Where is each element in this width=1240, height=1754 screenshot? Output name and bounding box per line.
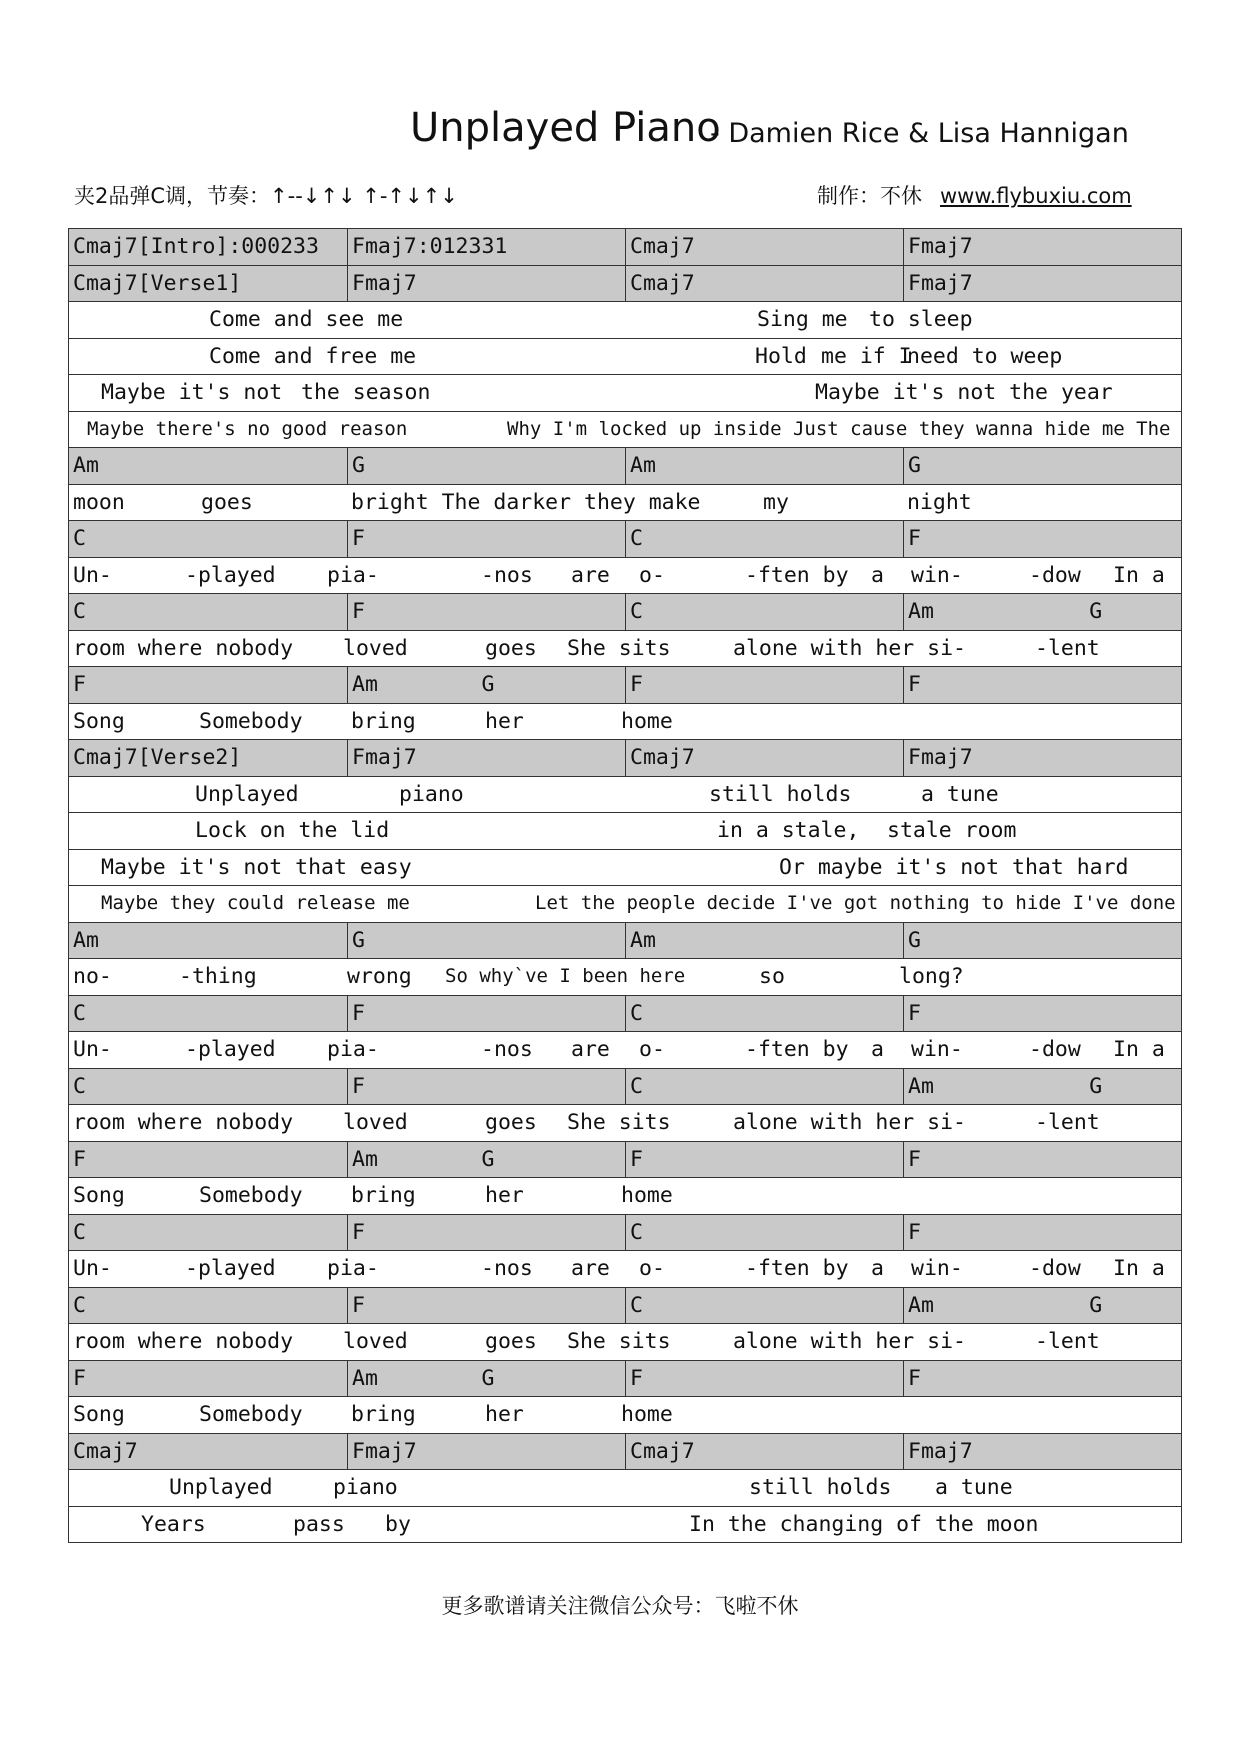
lyric-text: so	[759, 964, 785, 989]
lyric-row	[69, 1105, 1181, 1142]
chord-cell: F	[73, 1365, 86, 1391]
lyric-text: wrong	[347, 964, 412, 989]
lyric-text: loved	[343, 635, 408, 661]
lyric-text: -dow	[1029, 1037, 1081, 1062]
chord-cell: Am G	[903, 594, 1181, 630]
chord-cell: Am G	[347, 667, 625, 703]
chord-sheet	[68, 228, 1182, 1543]
lyric-text: piano	[333, 1475, 398, 1500]
lyric-text: room where nobody	[73, 635, 294, 661]
chord-cell: Cmaj7[Intro]:000233	[73, 234, 319, 259]
header	[0, 100, 1240, 160]
lyric-text: Hold	[755, 343, 807, 369]
lyric-text: Song	[73, 1402, 125, 1427]
lyric-row	[69, 1470, 1181, 1507]
chord-cell: F	[73, 1146, 86, 1172]
chord-cell: Am G	[903, 1069, 1181, 1105]
chord-cell: F	[903, 667, 1181, 703]
website-link[interactable]: www.flybuxiu.com	[940, 184, 1132, 208]
lyric-text: Maybe there's no good reason	[87, 417, 408, 440]
lyric-text: in a stale,	[717, 818, 860, 843]
lyric-text: are	[571, 562, 610, 588]
lyric-row	[69, 704, 1181, 741]
chord-cell: F	[625, 1361, 903, 1397]
lyric-text: goes	[201, 489, 253, 515]
chord-cell: Am G	[903, 1288, 1181, 1324]
lyric-text: my	[763, 489, 789, 515]
chord-row	[69, 1215, 1181, 1252]
lyric-text: Or maybe it's not that hard	[779, 854, 1129, 880]
lyric-row	[69, 886, 1181, 923]
lyric-text: bright The darker they make	[351, 489, 701, 515]
lyric-text: Lock on the lid	[195, 818, 390, 843]
chord-cell: Am G	[347, 1142, 625, 1178]
lyric-text: She sits	[567, 1329, 671, 1354]
chord-cell: C	[625, 594, 903, 630]
chord-row	[69, 594, 1181, 631]
lyric-text: alone with her si-	[733, 1110, 966, 1135]
lyric-text: me if I	[821, 343, 912, 369]
chord-row	[69, 229, 1181, 266]
chord-cell: F	[903, 1361, 1181, 1397]
lyric-text: to sleep	[869, 307, 973, 332]
lyric-text: Years	[141, 1511, 206, 1537]
lyric-text: a	[871, 1037, 884, 1062]
chord-row	[69, 740, 1181, 777]
chord-row	[69, 448, 1181, 485]
lyric-text: -thing	[179, 964, 257, 989]
lyric-text: home	[621, 1402, 673, 1427]
chord-cell: Am	[625, 448, 903, 484]
lyric-text: o-	[639, 1256, 665, 1281]
lyric-text: goes	[485, 1110, 537, 1135]
lyric-row	[69, 1397, 1181, 1434]
chord-cell: F	[347, 996, 625, 1032]
chord-cell: F	[903, 521, 1181, 557]
chord-cell: C	[625, 521, 903, 557]
lyric-text: bring	[351, 708, 416, 734]
lyric-text: still holds	[709, 781, 852, 807]
lyric-row	[69, 485, 1181, 522]
lyric-text: her	[485, 1402, 524, 1427]
chord-cell: Fmaj7	[903, 1434, 1181, 1470]
chord-cell: C	[625, 1069, 903, 1105]
chord-row	[69, 923, 1181, 960]
lyric-text: moon	[73, 489, 125, 515]
lyric-text: a	[871, 1256, 884, 1281]
chord-cell: C	[73, 526, 86, 551]
lyric-row	[69, 1251, 1181, 1288]
lyric-text: pia-	[327, 1037, 379, 1062]
lyric-text: She sits	[567, 1110, 671, 1135]
lyric-row	[69, 850, 1181, 887]
lyric-text: -ften by	[745, 1037, 849, 1062]
lyric-text: In a	[1113, 1037, 1165, 1062]
lyric-text: Maybe they could release me	[101, 892, 410, 914]
lyric-text: pia-	[327, 562, 379, 588]
lyric-text: Somebody	[199, 708, 303, 734]
chord-row	[69, 667, 1181, 704]
chord-cell: Fmaj7	[347, 266, 625, 302]
lyric-text: -dow	[1029, 562, 1081, 588]
lyric-text: room where nobody	[73, 1329, 294, 1354]
chord-cell: Cmaj7	[625, 266, 903, 302]
lyric-row	[69, 1032, 1181, 1069]
lyric-text: -ften by	[745, 1256, 849, 1281]
lyric-row	[69, 813, 1181, 850]
lyric-text: pia-	[327, 1256, 379, 1281]
lyric-row	[69, 412, 1181, 449]
lyric-row	[69, 375, 1181, 412]
chord-row	[69, 1288, 1181, 1325]
lyric-row	[69, 1324, 1181, 1361]
lyric-text: piano	[399, 781, 464, 807]
chord-cell: Cmaj7	[625, 1434, 903, 1470]
chord-cell: F	[625, 1142, 903, 1178]
lyric-text: loved	[343, 1329, 408, 1354]
chord-cell: F	[903, 996, 1181, 1032]
lyric-text: are	[571, 1256, 610, 1281]
lyric-text: Why I'm locked up inside Just cause they wanna hide me The	[507, 417, 1171, 440]
chord-cell: C	[73, 1073, 86, 1099]
lyric-text: Somebody	[199, 1402, 303, 1427]
lyric-text: -nos	[481, 1256, 533, 1281]
lyric-text: So why`ve I been here	[445, 965, 686, 987]
lyric-text: In the changing of the moon	[689, 1511, 1039, 1537]
lyric-text: goes	[485, 1329, 537, 1354]
lyric-text: Let the people decide I've got nothing to hide I've done	[535, 892, 1176, 914]
song-artist: - Damien Rice & Lisa Hannigan	[710, 118, 1129, 149]
lyric-text: -ften by	[745, 562, 849, 588]
chord-cell: Fmaj7	[347, 740, 625, 776]
lyric-row	[69, 777, 1181, 814]
lyric-text: -played	[185, 562, 276, 588]
chord-cell: C	[73, 1292, 86, 1318]
author-label: 制作：不休	[817, 184, 922, 208]
lyric-text: stale room	[887, 818, 1017, 843]
lyric-text: Come and free me	[209, 343, 417, 369]
lyric-text: -lent	[1035, 635, 1100, 661]
lyric-text: She sits	[567, 635, 671, 661]
lyric-text: loved	[343, 1110, 408, 1135]
lyric-text: Maybe it's not the year	[815, 380, 1113, 405]
chord-cell: Am	[73, 927, 99, 953]
lyric-row	[69, 959, 1181, 996]
lyric-text: Come and see me	[209, 307, 404, 332]
chord-cell: Am G	[347, 1361, 625, 1397]
lyric-row	[69, 302, 1181, 339]
lyric-text: alone with her si-	[733, 635, 966, 661]
lyric-text: o-	[639, 1037, 665, 1062]
chord-row	[69, 521, 1181, 558]
chord-cell: F	[903, 1215, 1181, 1251]
lyric-row	[69, 1178, 1181, 1215]
chord-cell: C	[73, 1000, 86, 1026]
lyric-text: night	[907, 489, 972, 515]
lyric-text: are	[571, 1037, 610, 1062]
chord-cell: Fmaj7	[347, 1434, 625, 1470]
chord-cell: Cmaj7	[73, 1438, 138, 1464]
lyric-text: Un-	[73, 1037, 112, 1062]
lyric-text: long?	[899, 964, 964, 989]
chord-cell: Fmaj7:012331	[347, 229, 625, 265]
chord-row	[69, 1069, 1181, 1106]
chord-cell: G	[903, 448, 1181, 484]
lyric-text: her	[485, 708, 524, 734]
lyric-text: win-	[911, 1256, 963, 1281]
chord-cell: F	[347, 1215, 625, 1251]
chord-cell: F	[347, 594, 625, 630]
chord-cell: Cmaj7[Verse1]	[73, 270, 242, 296]
chord-cell: C	[625, 1288, 903, 1324]
chord-cell: Cmaj7[Verse2]	[73, 745, 242, 770]
chord-cell: C	[625, 1215, 903, 1251]
lyric-text: room where nobody	[73, 1110, 294, 1135]
lyric-text: Song	[73, 708, 125, 734]
chord-cell: C	[73, 599, 86, 624]
chord-cell: G	[347, 923, 625, 959]
capo-rhythm-info: 夹2品弹C调，节奏：↑--↓↑↓ ↑-↑↓↑↓	[74, 184, 458, 208]
chord-row	[69, 1361, 1181, 1398]
lyric-text: Unplayed	[195, 781, 299, 807]
lyric-text: In a	[1113, 1256, 1165, 1281]
chord-row	[69, 996, 1181, 1033]
chord-cell: Am	[73, 453, 99, 478]
lyric-text: a tune	[935, 1475, 1013, 1500]
lyric-text: need to weep	[907, 343, 1063, 369]
chord-cell: F	[347, 1288, 625, 1324]
lyric-row	[69, 558, 1181, 595]
lyric-text: -played	[185, 1037, 276, 1062]
chord-cell: F	[73, 672, 86, 697]
lyric-row	[69, 339, 1181, 376]
lyric-text: still holds	[749, 1475, 892, 1500]
lyric-text: her	[485, 1183, 524, 1208]
chord-cell: F	[347, 521, 625, 557]
chord-cell: Cmaj7	[625, 740, 903, 776]
lyric-text: the season	[301, 380, 431, 405]
lyric-text: home	[621, 1183, 673, 1208]
lyric-text: goes	[485, 635, 537, 661]
lyric-text: alone with her si-	[733, 1329, 966, 1354]
lyric-text: no-	[73, 964, 112, 989]
lyric-text: Sing me	[757, 307, 848, 332]
lyric-text: -played	[185, 1256, 276, 1281]
chord-row	[69, 1142, 1181, 1179]
lyric-text: Un-	[73, 562, 112, 588]
chord-row	[69, 1434, 1181, 1471]
lyric-text: -dow	[1029, 1256, 1081, 1281]
chord-cell: F	[347, 1069, 625, 1105]
author-info	[817, 180, 1132, 210]
lyric-text: -lent	[1035, 1329, 1100, 1354]
lyric-row	[69, 631, 1181, 668]
chord-cell: F	[625, 667, 903, 703]
chord-cell: G	[347, 448, 625, 484]
lyric-text: Somebody	[199, 1183, 303, 1208]
lyric-text: bring	[351, 1402, 416, 1427]
lyric-text: home	[621, 708, 673, 734]
lyric-text: Maybe it's not that easy	[101, 854, 412, 880]
chord-cell: Am	[625, 923, 903, 959]
footer-note: 更多歌谱请关注微信公众号：飞啦不休	[441, 1594, 799, 1618]
lyric-text: pass	[293, 1511, 345, 1537]
lyric-text: win-	[911, 562, 963, 588]
chord-cell: Fmaj7	[903, 229, 1181, 265]
chord-cell: G	[903, 923, 1181, 959]
lyric-text: by	[385, 1511, 411, 1537]
lyric-text: -lent	[1035, 1110, 1100, 1135]
lyric-text: bring	[351, 1183, 416, 1208]
lyric-text: Song	[73, 1183, 125, 1208]
song-title: Unplayed Piano	[410, 105, 721, 151]
chord-cell: C	[625, 996, 903, 1032]
chord-cell: Fmaj7	[903, 266, 1181, 302]
lyric-text: o-	[639, 562, 665, 588]
lyric-text: Unplayed	[169, 1475, 273, 1500]
chord-cell: Fmaj7	[903, 740, 1181, 776]
lyric-text: Un-	[73, 1256, 112, 1281]
lyric-row	[69, 1507, 1181, 1544]
lyric-text: win-	[911, 1037, 963, 1062]
chord-cell: Cmaj7	[625, 229, 903, 265]
lyric-text: In a	[1113, 562, 1165, 588]
lyric-text: -nos	[481, 562, 533, 588]
lyric-text: Maybe it's not	[101, 380, 283, 405]
chord-row	[69, 266, 1181, 303]
lyric-text: a tune	[921, 781, 999, 807]
chord-cell: F	[903, 1142, 1181, 1178]
lyric-text: -nos	[481, 1037, 533, 1062]
chord-cell: C	[73, 1219, 86, 1245]
lyric-text: a	[871, 562, 884, 588]
